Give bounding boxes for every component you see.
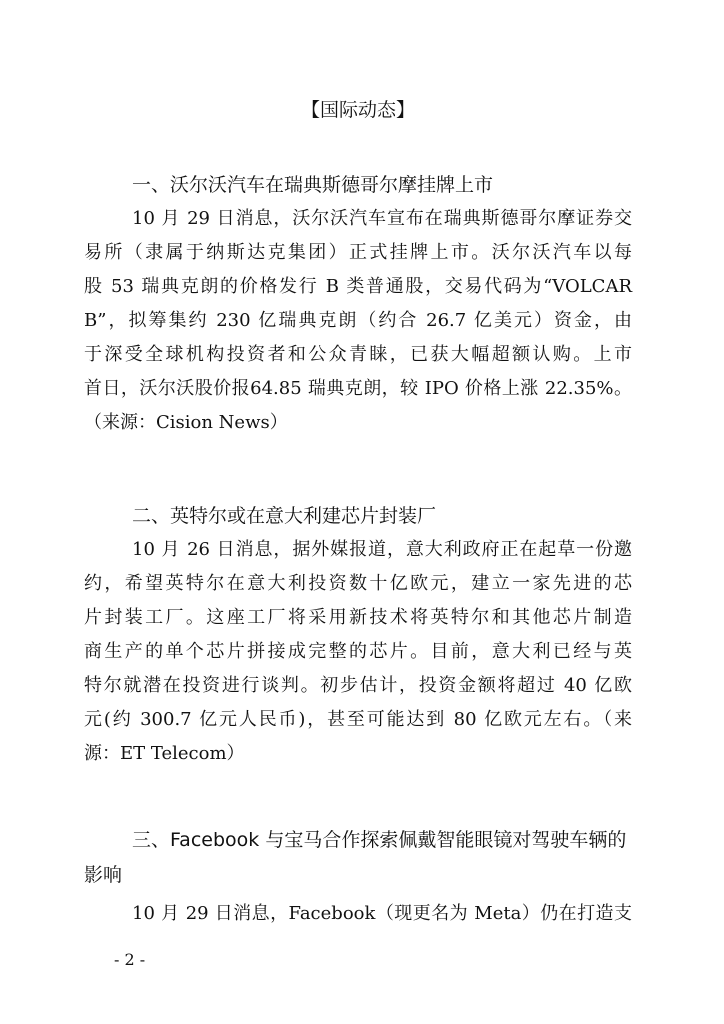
paragraph-line: 10 月 26 日消息，据外媒报道，意大利政府正在起草一份邀 bbox=[132, 539, 632, 560]
item-3-heading-text-2: 影响 bbox=[84, 864, 123, 886]
paragraph-line: 首日，沃尔沃股价报64.85 瑞典克朗，较 IPO 价格上涨 22.35%。 bbox=[84, 378, 632, 399]
paragraph-line: （来源：Cision News） bbox=[84, 412, 288, 433]
item-1-heading bbox=[84, 171, 632, 199]
paragraph-line: 商生产的单个芯片拼接成完整的芯片。目前，意大利已经与英 bbox=[84, 641, 632, 662]
item-2-paragraph bbox=[84, 533, 632, 771]
paragraph-line: 约，希望英特尔在意大利投资数十亿欧元，建立一家先进的芯 bbox=[84, 573, 632, 594]
paragraph-line: 易所（隶属于纳斯达克集团）正式挂牌上市。沃尔沃汽车以每 bbox=[84, 242, 632, 263]
section-title: 【国际动态】 bbox=[300, 99, 415, 121]
item-3-paragraph bbox=[84, 897, 632, 931]
item-3-heading-text: 三、Facebook 与宝马合作探索佩戴智能眼镜对驾驶车辆的 bbox=[132, 829, 627, 851]
paragraph-line: 片封装工厂。这座工厂将采用新技术将英特尔和其他芯片制造 bbox=[84, 607, 632, 628]
item-2-heading bbox=[84, 502, 632, 530]
item-3-heading bbox=[84, 826, 632, 854]
paragraph-line: 10 月 29 日消息，沃尔沃汽车宣布在瑞典斯德哥尔摩证券交 bbox=[132, 208, 632, 229]
paragraph-line: B”，拟筹集约 230 亿瑞典克朗（约合 26.7 亿美元）资金，由 bbox=[84, 310, 632, 331]
page-number: - 2 - bbox=[114, 950, 146, 969]
paragraph-line: 源：ET Telecom） bbox=[84, 743, 245, 764]
item-1-paragraph bbox=[84, 202, 632, 440]
item-2-heading-text: 二、英特尔或在意大利建芯片封装厂 bbox=[132, 505, 437, 527]
paragraph-line: 元(约 300.7 亿元人民币)，甚至可能达到 80 亿欧元左右。（来 bbox=[84, 709, 632, 730]
paragraph-line: 10 月 29 日消息，Facebook（现更名为 Meta）仍在打造支 bbox=[132, 903, 632, 924]
item-3-heading-continued bbox=[84, 861, 632, 889]
paragraph-line: 特尔就潜在投资进行谈判。初步估计，投资金额将超过 40 亿欧 bbox=[84, 675, 632, 696]
item-1-heading-text: 一、沃尔沃汽车在瑞典斯德哥尔摩挂牌上市 bbox=[132, 174, 494, 196]
paragraph-line: 于深受全球机构投资者和公众青睐，已获大幅超额认购。上市 bbox=[84, 344, 632, 365]
paragraph-line: 股 53 瑞典克朗的价格发行 B 类普通股，交易代码为“VOLCAR bbox=[84, 276, 632, 297]
